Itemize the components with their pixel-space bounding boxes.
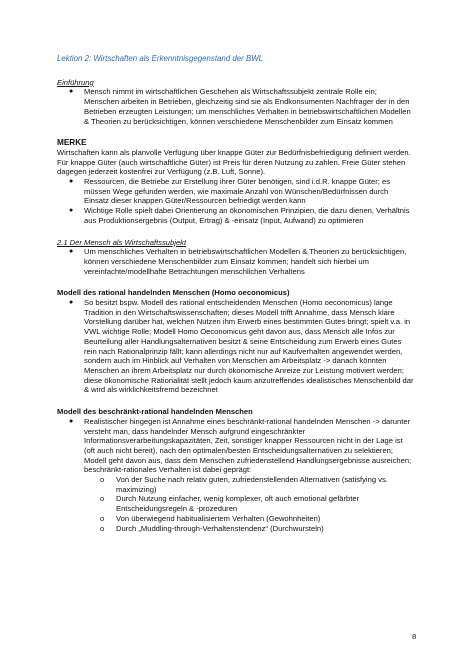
list-item: ● Um menschliches Verhalten in betriebswirtschaftlichen Modellen & Theorien zu berücksichtigen, können verschiedene Menschenbilder zum Einsatz kommen; handelt sich hierbei um vereinfachte/modellhafte Betrachtungen menschlichen Verhaltens — [69, 247, 407, 276]
circle-bullet-icon: o — [100, 494, 105, 504]
list-item: ● Realistischer hingegen ist Annahme eines beschränkt-rational handelnden Menschen -> darunter versteht man, dass handelnder Mensch aufgrund eingeschränkter Informationsverarbeitungskapazitäten, Zeit, sonstiger knapper Ressourcen nicht in der Lage ist (oft auch nicht bereit), nach den optimalen/besten Entscheidungsalternativen zu selektieren; Modell geht davon aus, dass dem Menschen zufriedenstellend Handlungsergebnisse ausreichen; beschränkt-rationales Verhalten ist dabei geprägt: o Von der Suche nach relativ guten, zufriedenstellenden Alternativen (satisfying vs. maximizing) o Durch Nutzung einfacher, wenig komplexer, oft auch emotional gefärbter Entscheidungsregeln & -prozeduren o Von überwiegend habitualisiertem Verhalten (Gewohnheiten) o Durch „Muddling-through-Verhaltenstendenz“ (Durchwursteln) — [57, 417, 414, 533]
circle-bullet-icon: o — [100, 513, 105, 523]
page-number: 8 — [412, 632, 417, 641]
einfuehrung-list — [57, 87, 414, 126]
sub-list-item: o Durch „Muddling-through-Verhaltenstendenz“ (Durchwursteln) — [100, 523, 324, 533]
list-item: ● So besitzt bspw. Modell des rational entscheidenden Menschen (Homo oeconomicus) lange Tradition in den Wirtschaftswissenschaften; dieses Modell trifft Annahme, dass Mensch klare Vorstellung darüber hat, welchen Nutzen ihm Erwerb eines bestimmten Gutes bringt; spielt v.a. in VWL wichtige Rolle; Modell Homo Oeconomicus geht davon aus, dass Mensch alle Infos zur Beurteilung aller Handlungsalternativen besitzt & seine Entscheidung zum Erwerb eines Gutes rein nach Rationalprinzip fällt; kann allerdings nicht nur auf Kaufverhalten angewendet werden, sondern auch im Hinblick auf Verhalten von Menschen am Arbeitsplatz -> danach könnten Menschen an ihrem Arbeitsplatz nur durch ökonomische Anreize zur Leistung motiviert werden; diese ökonomische Rationalität stellt jedoch kaum anzutreffendes idealistisches Menschenbild dar & wird als wirklichkeitsfremd bezeichnet — [69, 298, 414, 395]
beschraenkt-rational-heading: Modell des beschränkt-rational handelnden Menschen — [57, 407, 253, 417]
beschraenkt-rational-list — [57, 417, 414, 533]
sub-list-item: o Von der Suche nach relativ guten, zufriedenstellenden Alternativen (satisfying vs. maximizing) — [100, 475, 388, 494]
section-2-1-list — [57, 247, 414, 276]
list-item: ● Wichtige Rolle spielt dabei Orientierung an ökonomischen Prinzipien, die dazu dienen, Verhältnis aus Produktionsergebnis (Output, Ertrag) & -einsatz (Input, Aufwand) zu optimieren — [69, 206, 410, 225]
bullet-icon: ● — [69, 207, 74, 215]
merke-list — [57, 177, 414, 226]
lesson-title: Lektion 2: Wirtschaften als Erkenntnisgegenstand der BWL — [57, 54, 264, 63]
list-item: ● Ressourcen, die Betriebe zur Erstellung ihrer Güter benötigen, sind i.d.R. knappe Güter; es müssen Wege gefunden werden, wie maximale Anzahl von Wünschen/Bedürfnissen durch Einsatz dieser knappen Güter/Ressourcen befriedigt werden kann — [69, 177, 391, 206]
sub-list-item: o Von überwiegend habitualisiertem Verhalten (Gewohnheiten) — [100, 513, 321, 523]
homo-oeconomicus-heading: Modell des rational handelnden Menschen (Homo oeconomicus) — [57, 288, 290, 298]
bullet-icon: ● — [69, 88, 74, 96]
sub-list-item: o Durch Nutzung einfacher, wenig komplexer, oft auch emotional gefärbter Entscheidungsregeln & -prozeduren — [100, 494, 360, 514]
einfuehrung-heading: Einführung — [57, 77, 94, 87]
merke-text: Wirtschaften kann als planvolle Verfügung über knappe Güter zur Bedürfnisbefriedigung definiert werden. Für knappe Güter (auch wirtschaftliche Güter) ist Preis für deren Nutzung zu zahlen. Freie Güter stehen dagegen jederzeit kostenfrei zur Verfügung (z.B. Luft, Sonne). — [57, 147, 411, 177]
bullet-icon: ● — [69, 299, 74, 307]
bullet-icon: ● — [69, 417, 74, 425]
list-item: ● Mensch nimmt im wirtschaftlichen Geschehen als Wirtschaftssubjekt zentrale Rolle ein; Menschen arbeiten in Betrieben, gleichzeitig sind sie als Endkonsumenten Nachfrager der in den Betrieben erzeugten Leistungen; um menschliches Verhalten in betriebswirtschaftlichen Modellen & Theorien zu berücksichtigen, können verschiedene Menschenbilder zum Einsatz kommen — [69, 87, 411, 126]
bullet-icon: ● — [69, 248, 74, 256]
merke-heading: MERKE — [57, 138, 87, 148]
beschraenkt-rational-sublist — [57, 475, 414, 533]
circle-bullet-icon: o — [100, 523, 105, 533]
section-2-1-heading: 2.1 Der Mensch als Wirtschaftssubjekt — [57, 237, 187, 247]
circle-bullet-icon: o — [100, 475, 105, 485]
bullet-icon: ● — [69, 178, 74, 186]
homo-oeconomicus-list — [57, 298, 414, 395]
